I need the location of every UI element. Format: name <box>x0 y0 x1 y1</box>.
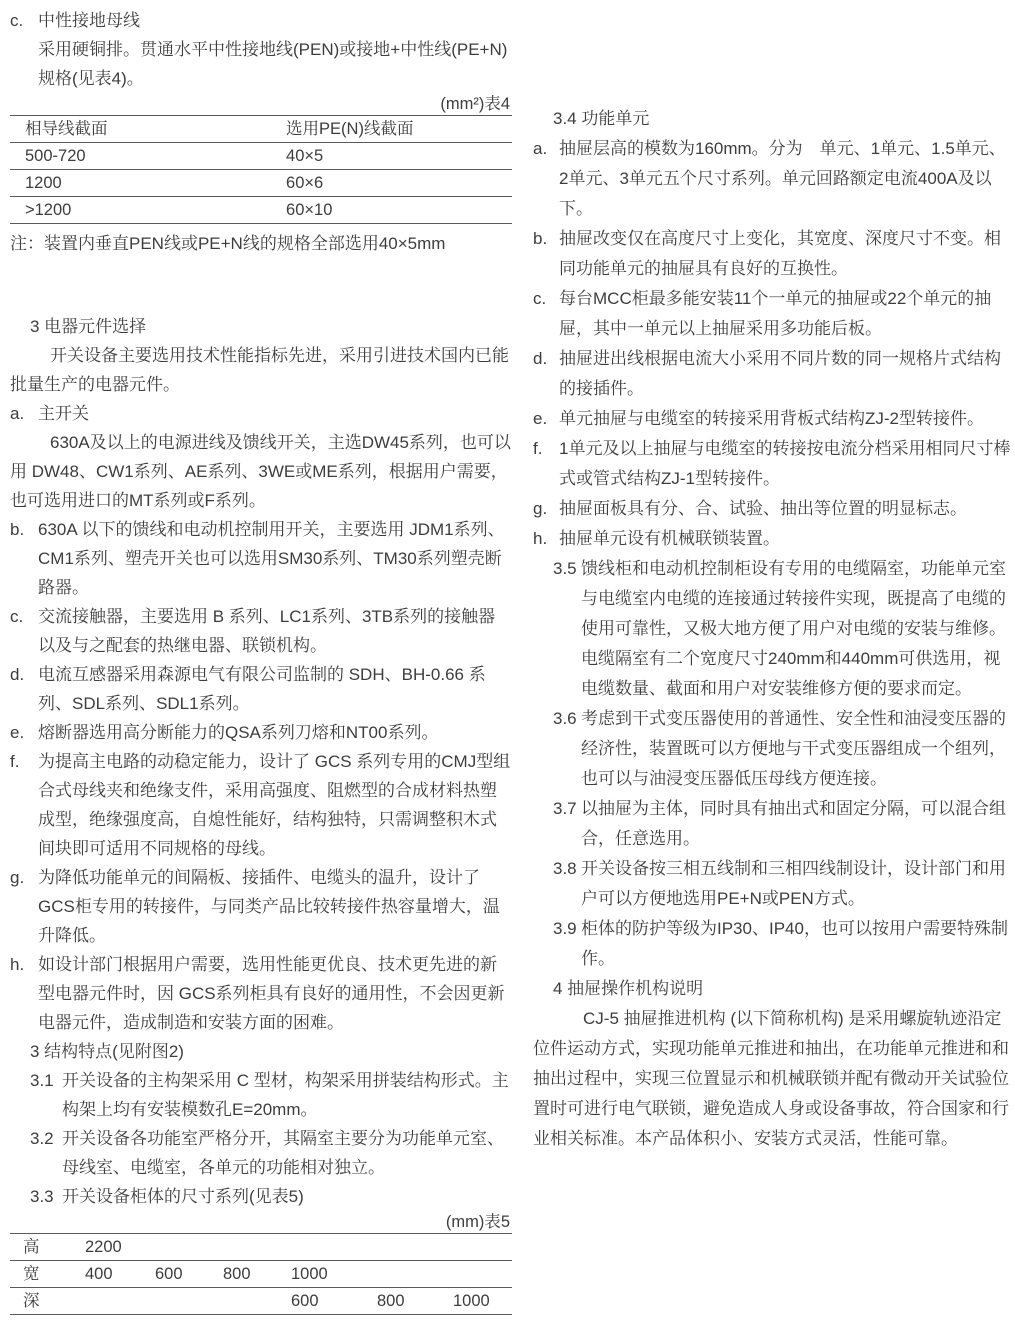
pe-line-table <box>10 115 512 224</box>
col-header: 选用PE(N)线截面 <box>271 116 512 143</box>
item-title: 中性接地母线 <box>38 11 140 30</box>
cell <box>440 1261 512 1288</box>
cell <box>142 1234 210 1261</box>
item-text: 考虑到干式变压器使用的普通性、安全性和油浸变压器的经济性，装置既可以方便地与干式变压器组成一个组列，也可以与油浸变压器低压母线方便连接。 <box>581 709 1006 788</box>
table-row <box>10 197 512 224</box>
list-item-3-9 <box>533 914 1013 974</box>
item-text: 馈线柜和电动机控制柜设有专用的电缆隔室，功能单元室与电缆室内电缆的连接通过转接件实现，既提高了电缆的使用可靠性，又极大地方便了用户对电缆的安装与维修。电缆隔室有二个宽度尺寸240mm和440mm可供选用，视电缆数量、截面和用户对安装维修方便的要求而定。 <box>581 559 1006 698</box>
list-item-c-neutral-bus <box>10 6 512 35</box>
list-item-c2 <box>10 602 512 660</box>
table4-note: 注：装置内垂直PEN线或PE+N线的规格全部选用40×5mm <box>10 234 446 253</box>
cell <box>210 1234 278 1261</box>
item-marker: e. <box>533 409 548 428</box>
item-marker: d. <box>533 349 548 368</box>
cell: 1000 <box>278 1261 364 1288</box>
section-heading-drawer-mechanism: 4 抽屉操作机构说明 <box>553 979 704 998</box>
item-marker: a. <box>533 139 548 158</box>
item-marker: b. <box>533 229 548 248</box>
list-item-a <box>533 134 1013 224</box>
item-marker: e. <box>10 723 25 742</box>
item-marker: d. <box>10 665 25 684</box>
list-item-3-5 <box>533 554 1013 704</box>
item-marker: 3.6 <box>553 709 577 728</box>
table5-caption: (mm)表5 <box>445 1213 510 1231</box>
list-item-e <box>10 718 512 747</box>
table-row <box>10 170 512 197</box>
item-text: 电流互感器采用森源电气有限公司监制的 SDH、BH-0.66 系列、SDL系列、SDL1系列。 <box>38 665 486 713</box>
list-item-f <box>533 434 1013 494</box>
table-row <box>10 143 512 170</box>
item-text: 单元抽屉与电缆室的转接采用背板式结构ZJ-2型转接件。 <box>559 409 984 428</box>
table-row-depth <box>10 1288 512 1315</box>
item-text: 抽屉层高的模数为160mm。分为 单元、1单元、1.5单元、2单元、3单元五个尺寸系列。单元回路额定电流400A及以下。 <box>559 139 1006 218</box>
item-marker: 3.9 <box>553 919 577 938</box>
item-text: 以抽屉为主体，同时具有抽出式和固定分隔，可以混合组合，任意选用。 <box>581 799 1006 848</box>
cell <box>210 1288 278 1315</box>
list-item-3-6 <box>533 704 1013 794</box>
cell: 40×5 <box>271 143 512 170</box>
list-item-b <box>533 224 1013 284</box>
item-marker: c. <box>10 607 24 626</box>
row-label: 深 <box>10 1288 72 1315</box>
item-marker: c. <box>533 289 547 308</box>
cell <box>364 1261 440 1288</box>
item-text: 柜体的防护等级为IP30、IP40，也可以按用户需要特殊制作。 <box>581 919 1008 968</box>
list-item-g <box>10 863 512 950</box>
item-marker: 3.2 <box>30 1129 54 1148</box>
section-heading-components: 3 电器元件选择 <box>30 317 147 336</box>
cell: 800 <box>210 1261 278 1288</box>
item-text: 抽屉单元设有机械联锁装置。 <box>559 529 780 548</box>
item-marker: 3.3 <box>30 1187 54 1206</box>
list-item-h <box>10 950 512 1037</box>
item-text: 交流接触器，主要选用 B 系列、LC1系列、3TB系列的接触器以及与之配套的热继电器、联锁机构。 <box>38 607 496 655</box>
table4-caption: (mm²)表4 <box>440 95 510 113</box>
item-marker: 3.8 <box>553 859 577 878</box>
item-marker: g. <box>10 868 25 887</box>
item-text: 1单元及以上抽屉与电缆室的转接按电流分档采用相同尺寸棒式或管式结构ZJ-1型转接件。 <box>559 439 1011 488</box>
left-column <box>10 6 512 1315</box>
cell <box>278 1234 364 1261</box>
item-marker: h. <box>533 529 548 548</box>
list-item-g <box>533 494 1013 524</box>
item-text: 如设计部门根据用户需要，选用性能更优良、技术更先进的新型电器元件时，因 GCS系列柜具有良好的通用性，不会因更新电器元件，造成制造和安装方面的困难。 <box>38 955 505 1032</box>
cell: >1200 <box>10 197 271 224</box>
cell: 1200 <box>10 170 271 197</box>
list-item-a-main-switch <box>10 399 512 428</box>
item-c-body: 采用硬铜排。贯通水平中性接地线(PEN)或接地+中性线(PE+N)规格(见表4)。 <box>38 40 508 88</box>
row-label: 宽 <box>10 1261 72 1288</box>
item-text: 开关设备柜体的尺寸系列(见表5) <box>62 1187 304 1206</box>
item-text: 为提高主电路的动稳定能力，设计了 GCS 系列专用的CMJ型组合式母线夹和绝缘支件，采用高强度、阻燃型的合成材料热塑成型，绝缘强度高，自熄性能好，结构独特，只需调整积木式间块即可适用不同规格的母线。 <box>38 752 511 858</box>
right-column <box>533 104 1013 1154</box>
item-text: 开关设备各功能室严格分开，其隔室主要分为功能单元室、母线室、电缆室，各单元的功能相对独立。 <box>62 1129 504 1177</box>
item-text: 抽屉改变仅在高度尺寸上变化，其宽度、深度尺寸不变。相同功能单元的抽屉具有良好的互换性。 <box>559 229 1001 278</box>
section-heading-structure: 3 结构特点(见附图2) <box>30 1042 184 1061</box>
list-item-3-2 <box>10 1124 512 1182</box>
cell: 800 <box>364 1288 440 1315</box>
list-item-c <box>533 284 1013 344</box>
cell <box>440 1234 512 1261</box>
list-item-d <box>533 344 1013 404</box>
item-text: 每台MCC柜最多能安装11个一单元的抽屉或22个单元的抽屉，其中一单元以上抽屉采用多功能后板。 <box>559 289 992 338</box>
item-a-body: 630A及以上的电源进线及馈线开关，主选DW45系列，也可以用 DW48、CW1系列、AE系列、3WE或ME系列，根据用户需要，也可选用进口的MT系列或F系列。 <box>10 433 511 510</box>
item-text: 熔断器选用高分断能力的QSA系列刀熔和NT00系列。 <box>38 723 439 742</box>
item-marker: h. <box>10 955 25 974</box>
section4-body: CJ-5 抽屉推进机构 (以下简称机构) 是采用螺旋轨迹沿定位件运动方式，实现功能单元推进和抽出，在功能单元推进和和抽出过程中，实现三位置显示和机械联锁并配有微动开关试验位置时可进行电气联锁，避免造成人身或设备事故，符合国家和行业相关标准。本产品体积小、安装方式灵活，性能可靠。 <box>533 1009 1009 1148</box>
item-marker: f. <box>10 752 20 771</box>
row-label: 高 <box>10 1234 72 1261</box>
section-intro: 开关设备主要选用技术性能指标先进，采用引进技术国内已能批量生产的电器元件。 <box>10 346 509 394</box>
table-header-row <box>10 116 512 143</box>
cell: 400 <box>72 1261 142 1288</box>
list-item-e <box>533 404 1013 434</box>
cell <box>72 1288 142 1315</box>
item-text: 主开关 <box>38 404 89 423</box>
section-heading-function-unit: 3.4 功能单元 <box>553 109 650 128</box>
cell <box>364 1234 440 1261</box>
item-marker: a. <box>10 404 25 423</box>
cell: 500-720 <box>10 143 271 170</box>
list-item-f <box>10 747 512 863</box>
list-item-3-3 <box>10 1182 512 1211</box>
list-item-3-7 <box>533 794 1013 854</box>
list-item-b <box>10 515 512 602</box>
cell: 2200 <box>72 1234 142 1261</box>
item-marker: c. <box>10 11 24 30</box>
cell: 1000 <box>440 1288 512 1315</box>
item-marker: b. <box>10 520 25 539</box>
table-row-height <box>10 1234 512 1261</box>
list-item-3-8 <box>533 854 1013 914</box>
list-item-3-1 <box>10 1066 512 1124</box>
item-text: 开关设备的主构架采用 C 型材，构架采用拼装结构形式。主构架上均有安装模数孔E=20mm。 <box>62 1071 509 1119</box>
item-marker: 3.5 <box>553 559 577 578</box>
cell: 600 <box>278 1288 364 1315</box>
col-header: 相导线截面 <box>10 116 271 143</box>
cell <box>142 1288 210 1315</box>
item-marker: 3.1 <box>30 1071 54 1090</box>
item-marker: g. <box>533 499 548 518</box>
item-text: 抽屉进出线根据电流大小采用不同片数的同一规格片式结构的接插件。 <box>559 349 1001 398</box>
item-text: 630A 以下的馈线和电动机控制用开关，主要选用 JDM1系列、CM1系列、塑壳开关也可以选用SM30系列、TM30系列塑壳断路器。 <box>38 520 505 597</box>
list-item-h <box>533 524 1013 554</box>
item-marker: f. <box>533 439 543 458</box>
cell: 600 <box>142 1261 210 1288</box>
item-text: 为降低功能单元的间隔板、接插件、电缆头的温升，设计了 GCS柜专用的转接件，与同类产品比较转接件热容量增大，温升降低。 <box>38 868 500 945</box>
item-marker: 3.7 <box>553 799 577 818</box>
cabinet-size-table <box>10 1233 512 1315</box>
table-row-width <box>10 1261 512 1288</box>
item-text: 开关设备按三相五线制和三相四线制设计，设计部门和用户可以方便地选用PE+N或PEN方式。 <box>581 859 1006 908</box>
cell: 60×10 <box>271 197 512 224</box>
item-text: 抽屉面板具有分、合、试验、抽出等位置的明显标志。 <box>559 499 967 518</box>
list-item-d <box>10 660 512 718</box>
cell: 60×6 <box>271 170 512 197</box>
